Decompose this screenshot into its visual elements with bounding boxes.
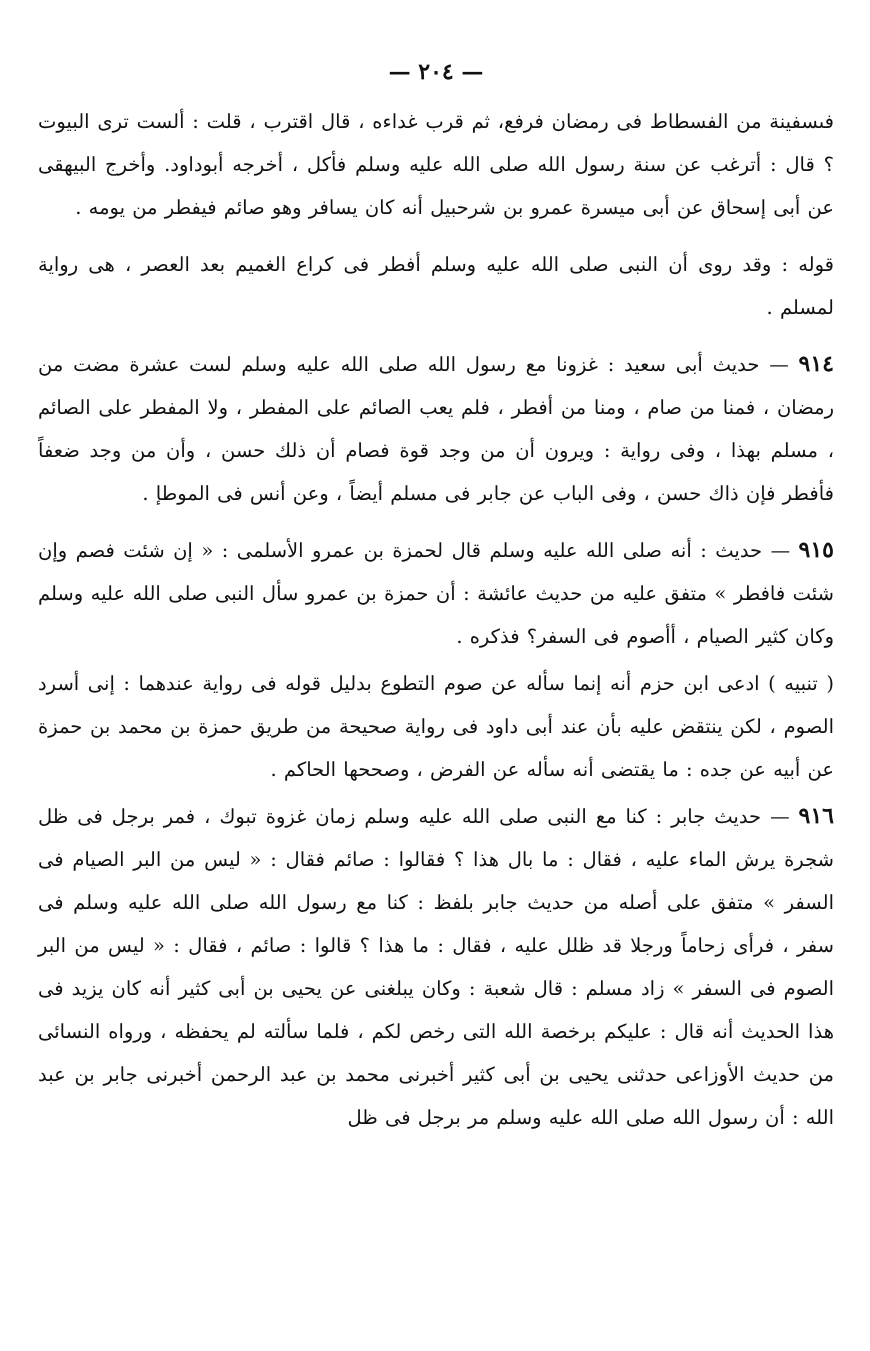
paragraph-text: — حديث أبى سعيد : غزونا مع رسول الله صلى الله عليه وسلم لست عشرة مضت من رمضان ، فمنا من صام ، ومنا من أفطر ، فلم يعب الصائم على المفطر ، ولا المفطر على الصائم ، مسلم بهذا ، وفى رواية : ويرون أن من وجد قوة فصام أن ذلك حسن ، وأن من وجد ضعفاً فأفطر فإن ذاك حسن ، وفى الباب عن جابر فى مسلم أيضاً ، وعن أنس فى الموطإ . [38,353,834,505]
paragraph-text: فىسفينة من الفسطاط فى رمضان فرفع، ثم قرب غداءه ، قال اقترب ، قلت : ألست ترى البيوت ؟ قال : أترغب عن سنة رسول الله صلى الله عليه وسلم فأكل ، أخرجه أبوداود. وأخرج البيهقى عن أبى إسحاق عن أبى ميسرة عمرو بن شرحبيل أنه كان يسافر وهو صائم فيفطر من يومه . [38,110,834,219]
paragraph-travel-fasting [38,100,834,229]
paragraph-text: — حديث جابر : كنا مع النبى صلى الله عليه وسلم زمان غزوة تبوك ، فمر برجل فى ظل شجرة يرش الماء عليه ، فقال : ما بال هذا ؟ فقالوا : صائم فقال : « ليس من البر الصيام فى السفر » متفق على أصله من حديث جابر بلفظ : كنا مع رسول الله صلى الله عليه وسلم فى سفر ، فرأى زحاماً ورجلا قد ظلل عليه ، فقال : ما هذا ؟ قالوا : صائم ، فقال : « ليس من البر الصوم فى السفر » زاد مسلم : قال شعبة : وكان يبلغنى عن يحيى بن أبى كثير أنه كان يزيد فى هذا الحديث أنه قال : عليكم برخصة الله التى رخص لكم ، فلما سألته لم يحفظه ، ورواه النسائى من حديث الأوزاعى حدثنى يحيى بن أبى كثير أخبرنى محمد بن عبد الرحمن أخبرنى جابر بن عبد الله : أن رسول الله صلى الله عليه وسلم مر برجل فى ظل [38,805,834,1129]
book-page [38,52,834,1153]
hadith-number: ٩١٤ [798,351,834,377]
hadith-number: ٩١٥ [798,537,834,563]
paragraph-text: قوله : وقد روى أن النبى صلى الله عليه وسلم أفطر فى كراع الغميم بعد العصر ، هى رواية لمسلم . [38,253,834,319]
hadith-914 [38,343,834,515]
hadith-915 [38,529,834,658]
paragraph-text: ( تنبيه ) ادعى ابن حزم أنه إنما سأله عن صوم التطوع بدليل قوله فى رواية عندهما : إنى أسرد الصوم ، لكن ينتقض عليه بأن عند أبى داود فى رواية صحيحة من طريق حمزة بن محمد بن حمزة عن أبيه عن جده : ما يقتضى أنه سأله عن الفرض ، وصححها الحاكم . [38,672,834,781]
paragraph-tanbih-note [38,662,834,791]
paragraph-kura-al-ghamim [38,243,834,329]
hadith-916 [38,795,834,1139]
paragraph-text: — حديث : أنه صلى الله عليه وسلم قال لحمزة بن عمرو الأسلمى : « إن شئت فصم وإن شئت فافطر » متفق عليه من حديث عائشة : أن حمزة بن عمرو سأل النبى صلى الله عليه وسلم وكان كثير الصيام ، أأصوم فى السفر؟ فذكره . [38,539,834,648]
page-number: — ٢٠٤ — [388,59,484,85]
hadith-number: ٩١٦ [798,803,834,829]
